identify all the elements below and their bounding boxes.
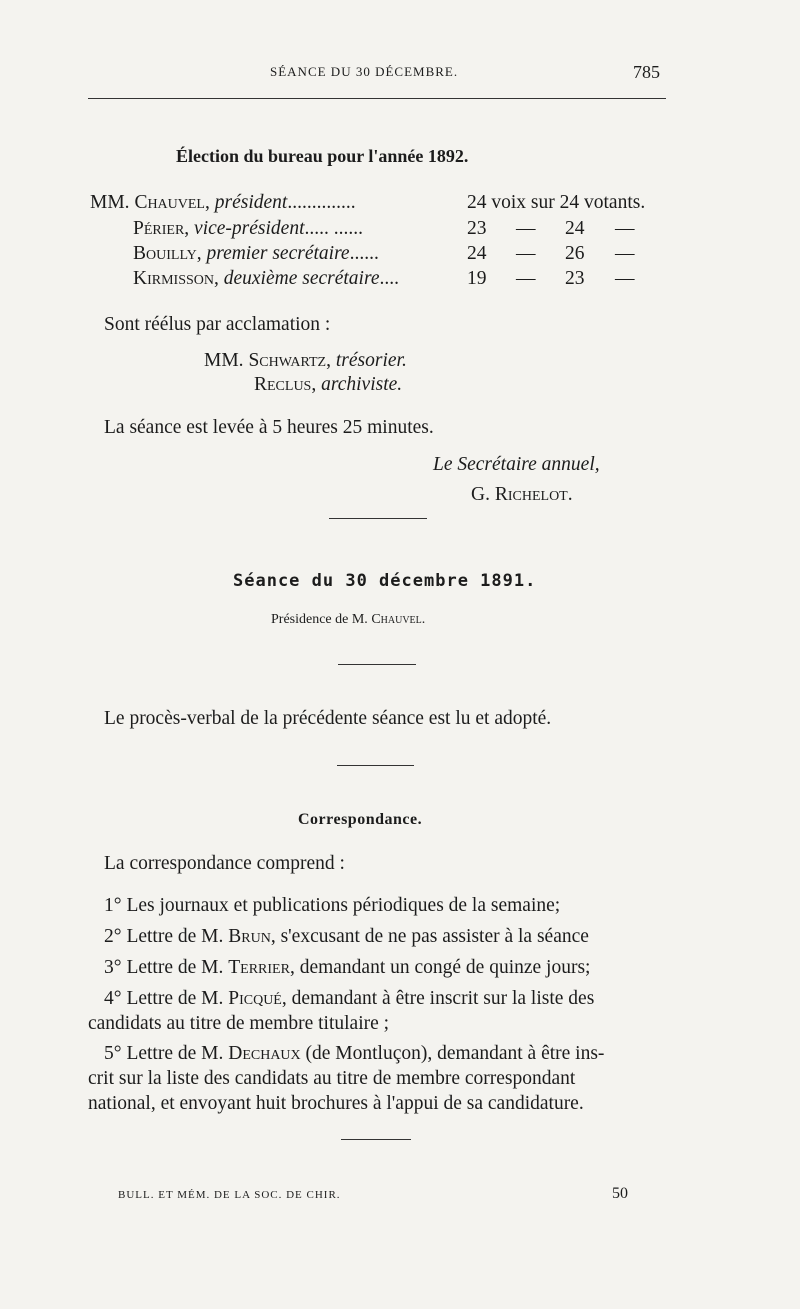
row-role: président bbox=[214, 192, 288, 213]
row-dash: — bbox=[516, 268, 536, 289]
item-name: Terrier bbox=[228, 957, 290, 978]
row-dash: — bbox=[516, 243, 536, 264]
correspondance-item bbox=[104, 895, 560, 917]
acclamation-line bbox=[254, 374, 402, 396]
item-text-end: , s'excusant de ne pas assister à la séance bbox=[270, 926, 589, 947]
running-title: SÉANCE DU 30 DÉCEMBRE. bbox=[270, 64, 459, 79]
acclamation-line bbox=[204, 350, 407, 372]
row-dots: ...... bbox=[349, 243, 379, 264]
election-title: Élection du bureau pour l'année 1892. bbox=[176, 146, 469, 166]
row-name: Chauvel, bbox=[134, 192, 210, 213]
row-dots: .............. bbox=[287, 192, 356, 213]
signature-title: Le Secrétaire annuel, bbox=[433, 454, 600, 475]
row-dash: — bbox=[615, 218, 635, 239]
section-rule bbox=[341, 1139, 411, 1140]
item-text: Les journaux et publications périodiques de la semaine; bbox=[126, 895, 561, 916]
row-role: premier secrétaire bbox=[206, 243, 350, 264]
signature-name bbox=[471, 484, 573, 506]
correspondance-intro: La correspondance comprend : bbox=[104, 853, 345, 874]
section-rule bbox=[337, 765, 414, 766]
row-total: 23 bbox=[565, 268, 585, 289]
election-row bbox=[133, 243, 379, 265]
row-total: 24 bbox=[565, 218, 585, 239]
election-row bbox=[133, 268, 399, 290]
section-rule bbox=[329, 518, 427, 519]
row-dash: — bbox=[615, 243, 635, 264]
signature-surname: Richelot. bbox=[494, 484, 573, 505]
acclamation-name: Schwartz, bbox=[248, 350, 331, 371]
row-name: Kirmisson, bbox=[133, 268, 219, 289]
item-continuation: candidats au titre de membre titulaire ; bbox=[88, 1013, 390, 1034]
item-text-end: (de Montluçon), demandant à être ins- bbox=[300, 1043, 605, 1064]
section-rule bbox=[338, 664, 416, 665]
correspondance-item bbox=[104, 988, 594, 1010]
signature-initial: G. bbox=[471, 484, 490, 505]
correspondance-item bbox=[104, 926, 589, 948]
item-text-end: , demandant un congé de quinze jours; bbox=[289, 957, 591, 978]
minutes-text: Le procès-verbal de la précédente séance est lu et adopté. bbox=[104, 708, 552, 729]
item-text: Lettre de M. bbox=[126, 1043, 229, 1064]
item-text-end: , demandant à être inscrit sur la liste des bbox=[281, 988, 595, 1009]
item-number: 1° bbox=[104, 895, 122, 916]
item-continuation: national, et envoyant huit brochures à l'appui de sa candidature. bbox=[88, 1093, 584, 1114]
item-number: 4° bbox=[104, 988, 122, 1009]
row-dots: ..... ...... bbox=[304, 218, 363, 239]
closing-text: La séance est levée à 5 heures 25 minutes. bbox=[104, 417, 434, 438]
item-text: Lettre de M. bbox=[126, 988, 229, 1009]
election-row bbox=[90, 192, 356, 214]
correspondance-title: Correspondance. bbox=[298, 811, 423, 828]
acclamation-role: archiviste. bbox=[321, 374, 403, 395]
row-role: deuxième secrétaire bbox=[223, 268, 380, 289]
acclamation-intro: Sont réélus par acclamation : bbox=[104, 314, 331, 335]
footer-journal: BULL. ET MÉM. DE LA SOC. DE CHIR. bbox=[118, 1189, 341, 1201]
session-presidence bbox=[271, 612, 425, 628]
row-role: vice-président bbox=[194, 218, 305, 239]
row-name: Bouilly, bbox=[133, 243, 202, 264]
item-name: Dechaux bbox=[228, 1043, 301, 1064]
item-number: 3° bbox=[104, 957, 122, 978]
footer-signature-number: 50 bbox=[612, 1185, 628, 1202]
item-number: 2° bbox=[104, 926, 122, 947]
election-row bbox=[133, 218, 363, 240]
item-name: Brun bbox=[228, 926, 271, 947]
item-continuation: crit sur la liste des candidats au titre de membre correspondant bbox=[88, 1068, 576, 1089]
row-count: 24 bbox=[467, 243, 487, 264]
row-count: 24 voix sur 24 votants. bbox=[467, 192, 646, 213]
session-title: Séance du 30 décembre 1891. bbox=[233, 571, 537, 591]
page-number: 785 bbox=[633, 62, 660, 82]
acclamation-prefix: MM. bbox=[204, 350, 244, 371]
presidence-name: Chauvel. bbox=[371, 612, 426, 627]
row-dash: — bbox=[615, 268, 635, 289]
row-name: Périer, bbox=[133, 218, 190, 239]
row-total: 26 bbox=[565, 243, 585, 264]
acclamation-name: Reclus, bbox=[254, 374, 317, 395]
header-rule bbox=[88, 98, 666, 99]
acclamation-role: trésorier. bbox=[335, 350, 407, 371]
item-text: Lettre de M. bbox=[126, 957, 229, 978]
correspondance-item bbox=[104, 957, 590, 979]
presidence-label: Présidence de M. bbox=[271, 612, 368, 627]
item-text: Lettre de M. bbox=[126, 926, 229, 947]
item-name: Picqué bbox=[228, 988, 282, 1009]
row-count: 23 bbox=[467, 218, 487, 239]
row-dots: .... bbox=[379, 268, 399, 289]
item-number: 5° bbox=[104, 1043, 122, 1064]
correspondance-item bbox=[104, 1043, 604, 1065]
row-count: 19 bbox=[467, 268, 487, 289]
row-dash: — bbox=[516, 218, 536, 239]
row-prefix: MM. bbox=[90, 192, 130, 213]
